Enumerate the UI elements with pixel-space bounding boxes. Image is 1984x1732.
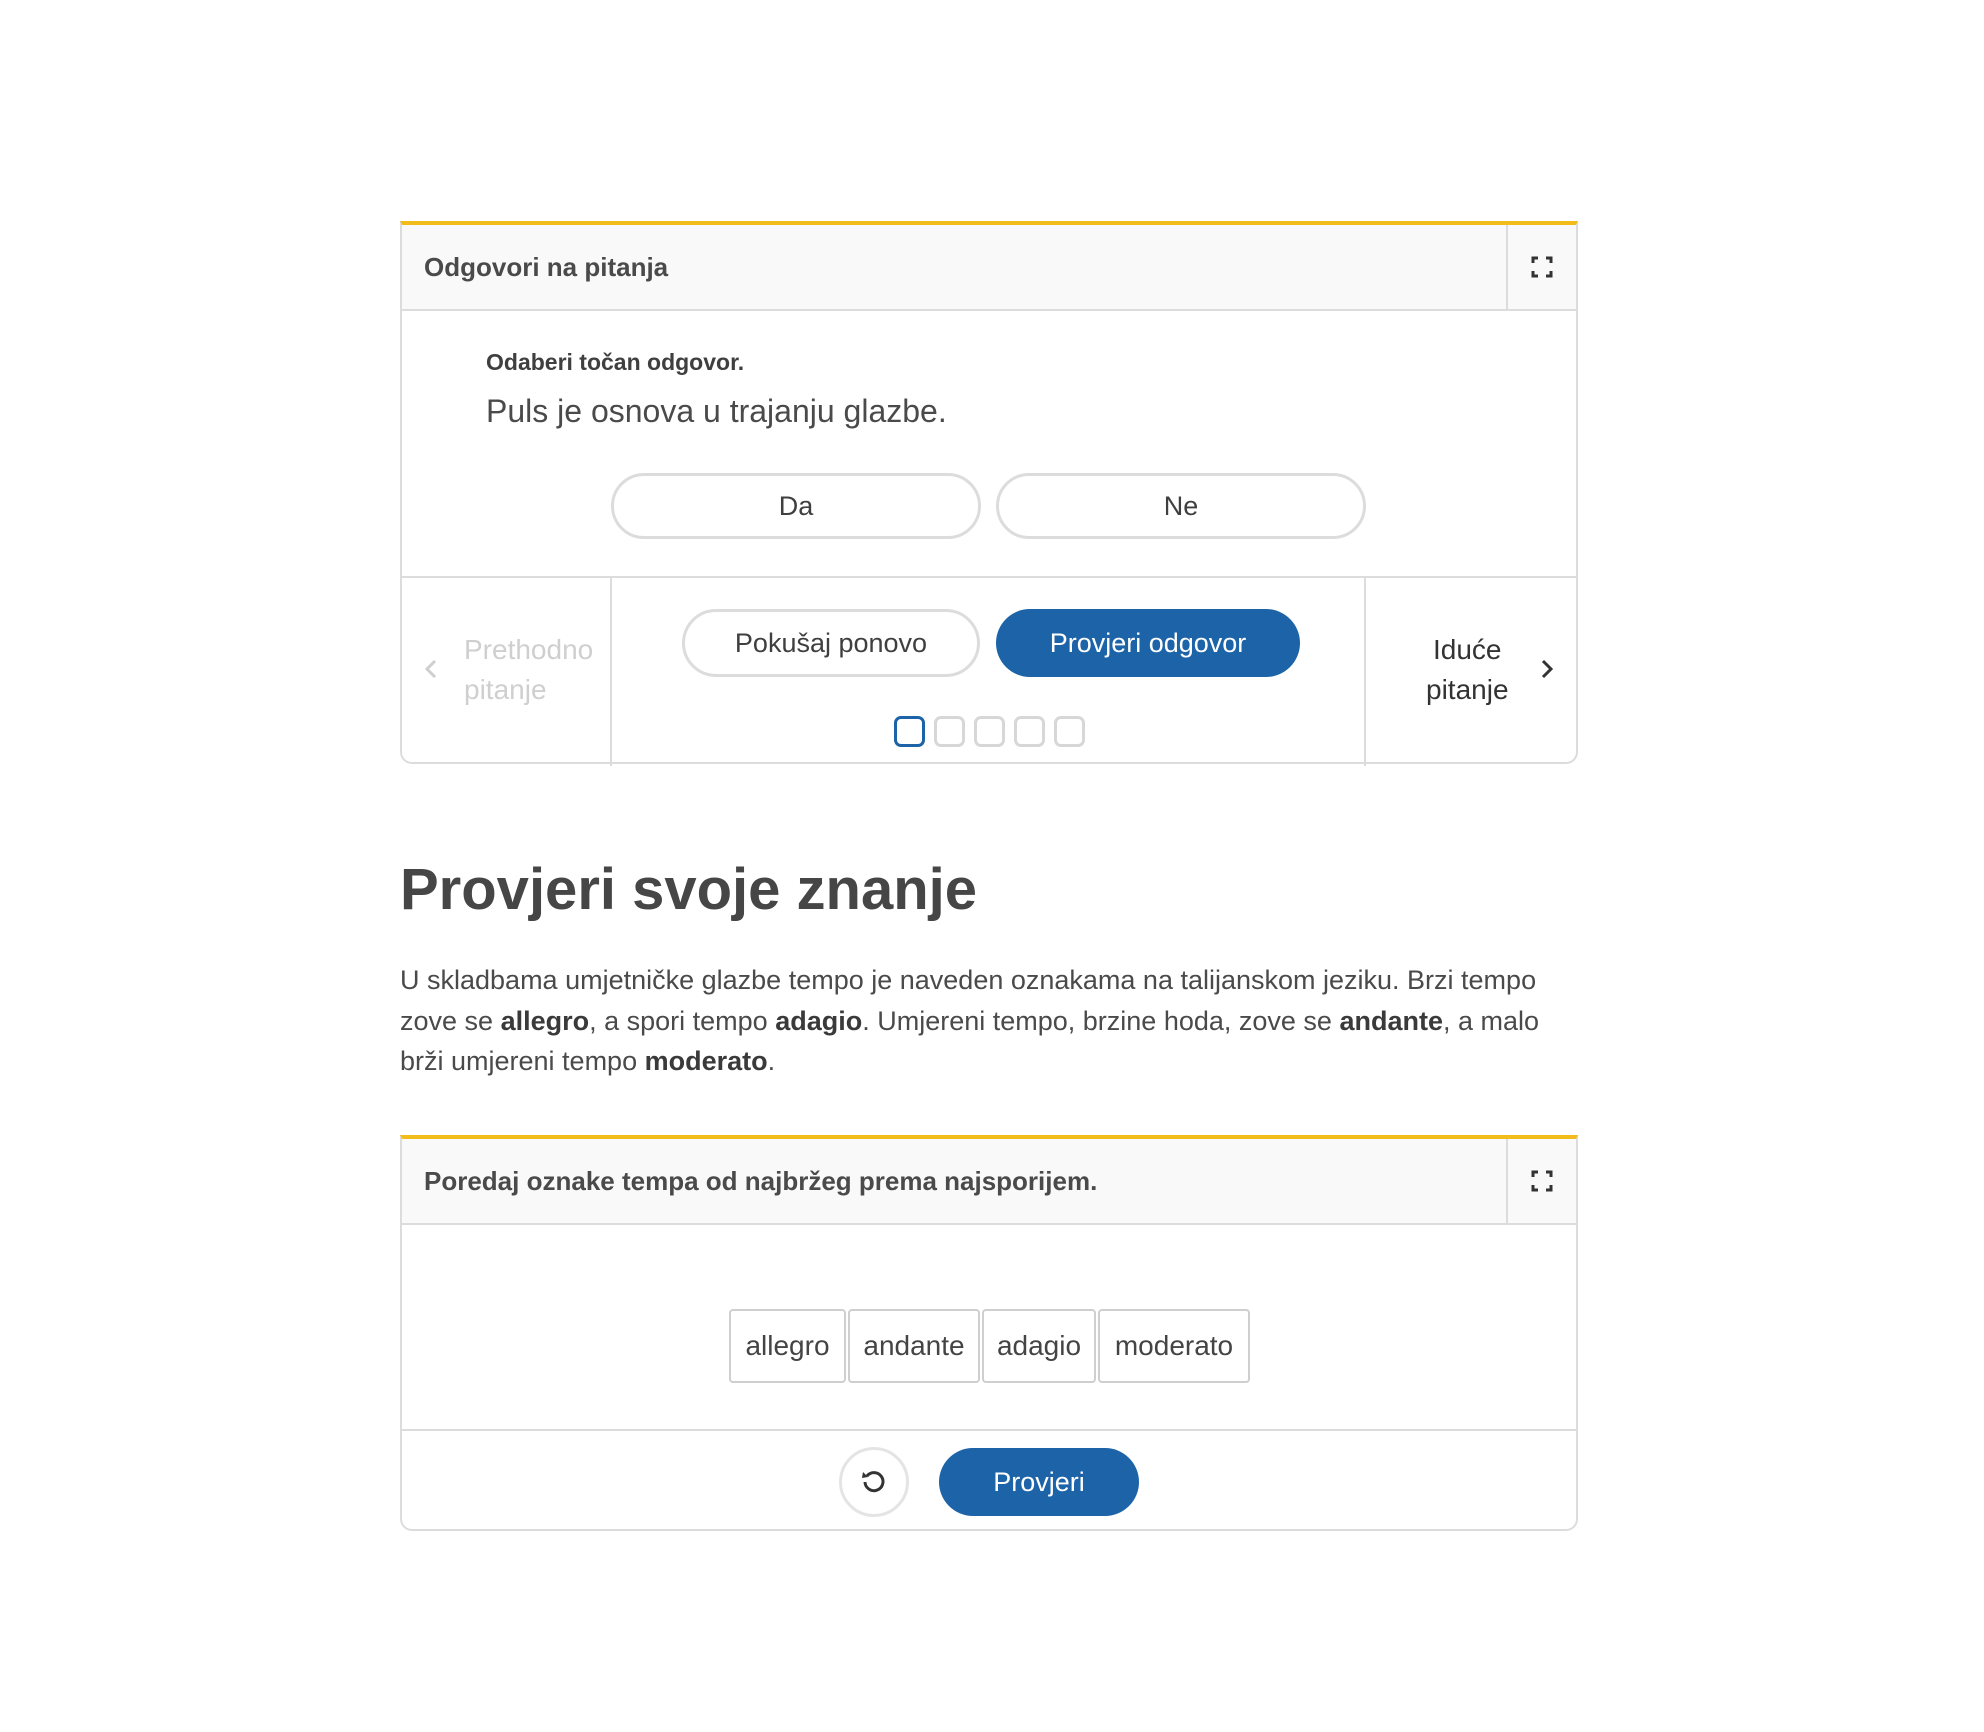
tile-adagio[interactable]: adagio: [982, 1309, 1096, 1383]
previous-label-line1: Prethodno: [464, 634, 594, 665]
answer-ne-button[interactable]: Ne: [996, 473, 1366, 539]
reset-icon: [860, 1468, 888, 1496]
ordering-header: [402, 1139, 1576, 1225]
fullscreen-icon: [1531, 256, 1553, 278]
section-heading: Provjeri svoje znanje: [400, 857, 978, 922]
page-dot-4[interactable]: [1014, 716, 1045, 747]
fullscreen-icon: [1531, 1170, 1553, 1192]
page-dot-2[interactable]: [934, 716, 965, 747]
ordering-title: Poredaj oznake tempa od najbržeg prema najsporijem.: [424, 1165, 1098, 1196]
question-text: Puls je osnova u trajanju glazbe.: [486, 393, 947, 429]
answer-da-button[interactable]: Da: [611, 473, 981, 539]
chevron-left-icon: [424, 658, 438, 680]
next-question-button[interactable]: [1364, 578, 1576, 766]
tile-moderato[interactable]: moderato: [1098, 1309, 1250, 1383]
paragraph-text: . Umjereni tempo, brzine hoda, zove se: [862, 1005, 1340, 1036]
tile-allegro[interactable]: allegro: [729, 1309, 846, 1383]
reset-button[interactable]: [839, 1447, 909, 1517]
ordering-area: [402, 1225, 1576, 1431]
question-area: [402, 311, 1576, 578]
tempo-tiles: [729, 1309, 1250, 1383]
try-again-button[interactable]: Pokušaj ponovo: [682, 609, 980, 677]
term-andante: andante: [1339, 1005, 1443, 1036]
previous-question-label: [464, 630, 593, 710]
section-paragraph: [400, 960, 1590, 1082]
next-label-line2: pitanje: [1426, 674, 1509, 705]
quiz-footer: [402, 578, 1576, 766]
quiz-title: Odgovori na pitanja: [424, 251, 669, 282]
question-instruction: Odaberi točan odgovor.: [486, 349, 745, 375]
page-dot-3[interactable]: [974, 716, 1005, 747]
term-moderato: moderato: [644, 1046, 768, 1076]
previous-label-line2: pitanje: [464, 674, 547, 705]
paragraph-text: .: [767, 1046, 776, 1076]
page-dot-1[interactable]: [894, 716, 925, 747]
fullscreen-button[interactable]: [1506, 1139, 1576, 1223]
page-dot-5[interactable]: [1054, 716, 1085, 747]
fullscreen-button[interactable]: [1506, 225, 1576, 309]
paragraph-text: U skladbama umjetničke glazbe tempo je naveden oznakama na talijanskom jeziku. Brzi tempo zove se: [400, 965, 1537, 1036]
quiz-header: [402, 225, 1576, 311]
previous-question-button[interactable]: [402, 578, 612, 766]
quiz-widget: [400, 221, 1578, 764]
next-label-line1: Iduće: [1433, 634, 1502, 665]
tile-andante[interactable]: andante: [848, 1309, 980, 1383]
paragraph-text: , a malo brži umjereni tempo: [400, 1005, 1540, 1076]
question-pagination: [894, 716, 1085, 747]
paragraph-text: , a spori tempo: [589, 1005, 776, 1036]
check-answer-button[interactable]: Provjeri odgovor: [996, 609, 1300, 677]
ordering-widget: [400, 1135, 1578, 1531]
next-question-label: [1426, 630, 1509, 710]
term-allegro: allegro: [500, 1005, 590, 1036]
chevron-right-icon: [1540, 658, 1554, 680]
ordering-footer: [402, 1431, 1576, 1535]
term-adagio: adagio: [775, 1005, 863, 1036]
check-order-button[interactable]: Provjeri: [939, 1448, 1139, 1516]
